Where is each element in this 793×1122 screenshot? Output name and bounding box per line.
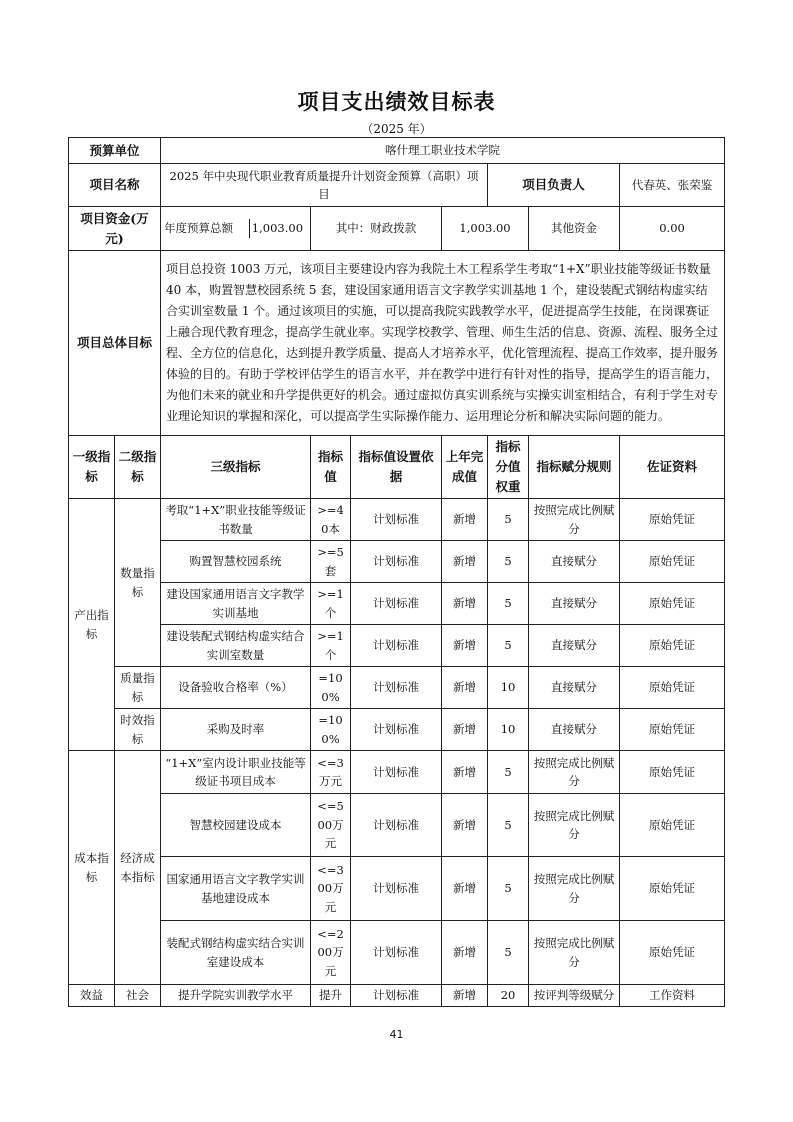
header-level3: 三级指标 — [161, 436, 311, 499]
row-rule: 直接赋分 — [529, 625, 620, 667]
row-basis: 计划标准 — [351, 583, 442, 625]
leader-value: 代春英、张荣鉴 — [620, 164, 725, 207]
row-rule: 直接赋分 — [529, 541, 620, 583]
row-name: 设备验收合格率（%） — [161, 667, 311, 709]
page-title: 项目支出绩效目标表 — [297, 89, 496, 114]
row-weight: 5 — [488, 921, 529, 985]
header-last-year: 上年完成值 — [442, 436, 488, 499]
row-rule: 按照完成比例赋分 — [529, 921, 620, 985]
table-row — [69, 921, 725, 985]
row-weight: 5 — [488, 751, 529, 794]
header-basis: 指标值设置依据 — [351, 436, 442, 499]
row-name: “1+X”室内设计职业技能等级证书项目成本 — [161, 751, 311, 794]
row-weight: 5 — [488, 583, 529, 625]
row-basis: 计划标准 — [351, 625, 442, 667]
row-value: >=40本 — [311, 499, 351, 541]
row-last: 新增 — [442, 625, 488, 667]
table-row — [69, 625, 725, 667]
group-quality: 质量指标 — [115, 667, 161, 709]
row-weight: 5 — [488, 499, 529, 541]
overall-goal-label: 项目总体目标 — [69, 251, 161, 436]
fiscal-value: 1,003.00 — [442, 207, 529, 251]
row-name: 建设国家通用语言文字教学实训基地 — [161, 583, 311, 625]
row-name: 国家通用语言文字教学实训基地建设成本 — [161, 857, 311, 921]
row-value: <=300万元 — [311, 857, 351, 921]
group-benefit: 效益 — [69, 985, 115, 1007]
header-weight: 指标分值权重 — [488, 436, 529, 499]
row-weight: 5 — [488, 794, 529, 857]
row-evidence: 原始凭证 — [620, 921, 725, 985]
row-weight: 5 — [488, 625, 529, 667]
row-evidence: 原始凭证 — [620, 794, 725, 857]
row-rule: 按照完成比例赋分 — [529, 751, 620, 794]
row-weight: 10 — [488, 667, 529, 709]
header-evidence: 佐证资料 — [620, 436, 725, 499]
unit-value: 喀什理工职业技术学院 — [161, 138, 725, 164]
row-last: 新增 — [442, 857, 488, 921]
row-value: >=1个 — [311, 583, 351, 625]
row-name: 采购及时率 — [161, 709, 311, 751]
row-basis: 计划标准 — [351, 921, 442, 985]
row-value: =100% — [311, 709, 351, 751]
row-evidence: 原始凭证 — [620, 541, 725, 583]
header-level2: 二级指标 — [115, 436, 161, 499]
row-evidence: 原始凭证 — [620, 583, 725, 625]
row-name: 购置智慧校园系统 — [161, 541, 311, 583]
other-funds-label: 其他资金 — [529, 207, 620, 251]
page-number: 41 — [389, 1028, 404, 1041]
group-timeliness: 时效指标 — [115, 709, 161, 751]
table-row — [69, 541, 725, 583]
row-value: <=500万元 — [311, 794, 351, 857]
row-basis: 计划标准 — [351, 499, 442, 541]
leader-label: 项目负责人 — [488, 164, 620, 207]
row-rule: 按照完成比例赋分 — [529, 794, 620, 857]
unit-label: 预算单位 — [69, 138, 161, 164]
row-basis: 计划标准 — [351, 751, 442, 794]
group-cost: 成本指标 — [69, 751, 115, 985]
row-evidence: 原始凭证 — [620, 625, 725, 667]
table-row — [69, 709, 725, 751]
table-row — [69, 985, 725, 1007]
row-weight: 5 — [488, 857, 529, 921]
row-weight: 5 — [488, 541, 529, 583]
row-rule: 按照完成比例赋分 — [529, 857, 620, 921]
row-value: =100% — [311, 667, 351, 709]
row-basis: 计划标准 — [351, 667, 442, 709]
row-rule: 按照完成比例赋分 — [529, 499, 620, 541]
row-value: <=3万元 — [311, 751, 351, 794]
row-value: <=200万元 — [311, 921, 351, 985]
group-economic-cost: 经济成本指标 — [115, 751, 161, 985]
row-evidence: 原始凭证 — [620, 499, 725, 541]
row-basis: 计划标准 — [351, 985, 442, 1007]
row-last: 新增 — [442, 499, 488, 541]
table-row — [69, 751, 725, 794]
group-output: 产出指标 — [69, 499, 115, 751]
row-value: >=5套 — [311, 541, 351, 583]
row-value: 提升 — [311, 985, 351, 1007]
row-basis: 计划标准 — [351, 794, 442, 857]
row-rule: 按评判等级赋分 — [529, 985, 620, 1007]
row-basis: 计划标准 — [351, 857, 442, 921]
header-rule: 指标赋分规则 — [529, 436, 620, 499]
other-funds-value: 0.00 — [620, 207, 725, 251]
row-evidence: 原始凭证 — [620, 709, 725, 751]
row-name: 装配式钢结构虚实结合实训室建设成本 — [161, 921, 311, 985]
row-name: 提升学院实训教学水平 — [161, 985, 311, 1007]
project-name-label: 项目名称 — [69, 164, 161, 207]
row-last: 新增 — [442, 751, 488, 794]
annual-budget-value: 1,003.00 — [249, 219, 307, 237]
overall-goal-text: 项目总投资 1003 万元，该项目主要建设内容为我院土木工程系学生考取“1+X”职业技能等级证书数量 40 本，购置智慧校园系统 5 套，建设国家通用语言文字教学实训基地 1 个，建设装配式钢结构虚实结合实训室数量 1 个。通过该项目的实施，可以提高我院实践教学水平，促进提高学生技能，在岗课赛证上融合现代教育理念，提高学生就业率。实现学校教学、管理、师生生活的信息、资源、流程、服务全过程、全方位的信息化，达到提升教学质量、提高人才培养水平，优化管理流程、提高工作效率，提升服务体验的目的。有助于学校评估学生的语言水平，并在教学中进行有针对性的指导，提高学生的语言能力，为他们未来的就业和升学提供更好的机会。通过虚拟仿真实训系统与实操实训室相结合，有利于学生对专业理论知识的掌握和深化，可以提高学生实际操作能力、运用理论分析和解决实际问题的能力。 — [161, 251, 725, 436]
table-row — [69, 499, 725, 541]
table-row — [69, 583, 725, 625]
header-level1: 一级指标 — [69, 436, 115, 499]
row-name: 考取“1+X”职业技能等级证书数量 — [161, 499, 311, 541]
row-last: 新增 — [442, 985, 488, 1007]
row-weight: 10 — [488, 709, 529, 751]
row-value: >=1个 — [311, 625, 351, 667]
table-row — [69, 857, 725, 921]
header-value: 指标值 — [311, 436, 351, 499]
row-last: 新增 — [442, 583, 488, 625]
header-row — [69, 436, 725, 499]
row-rule: 直接赋分 — [529, 583, 620, 625]
table-row — [69, 794, 725, 857]
row-last: 新增 — [442, 794, 488, 857]
row-evidence: 原始凭证 — [620, 857, 725, 921]
table-row — [69, 667, 725, 709]
group-quantity: 数量指标 — [115, 499, 161, 667]
row-name: 智慧校园建设成本 — [161, 794, 311, 857]
row-last: 新增 — [442, 921, 488, 985]
row-rule: 直接赋分 — [529, 667, 620, 709]
annual-budget-label-text: 年度预算总额 — [164, 221, 234, 236]
row-last: 新增 — [442, 709, 488, 751]
project-name-value: 2025 年中央现代职业教育质量提升计划资金预算（高职）项目 — [161, 164, 488, 207]
performance-target-table — [68, 137, 725, 1007]
row-basis: 计划标准 — [351, 541, 442, 583]
row-rule: 直接赋分 — [529, 709, 620, 751]
row-basis: 计划标准 — [351, 709, 442, 751]
year-label: （2025 年） — [361, 122, 432, 136]
row-last: 新增 — [442, 667, 488, 709]
row-name: 建设装配式钢结构虚实结合实训室数量 — [161, 625, 311, 667]
row-last: 新增 — [442, 541, 488, 583]
row-evidence: 原始凭证 — [620, 667, 725, 709]
row-evidence: 工作资料 — [620, 985, 725, 1007]
row-weight: 20 — [488, 985, 529, 1007]
fund-label: 项目资金(万元) — [69, 207, 161, 251]
annual-budget-label — [161, 207, 311, 251]
group-social: 社会 — [115, 985, 161, 1007]
row-evidence: 原始凭证 — [620, 751, 725, 794]
fiscal-label: 其中：财政拨款 — [311, 207, 442, 251]
